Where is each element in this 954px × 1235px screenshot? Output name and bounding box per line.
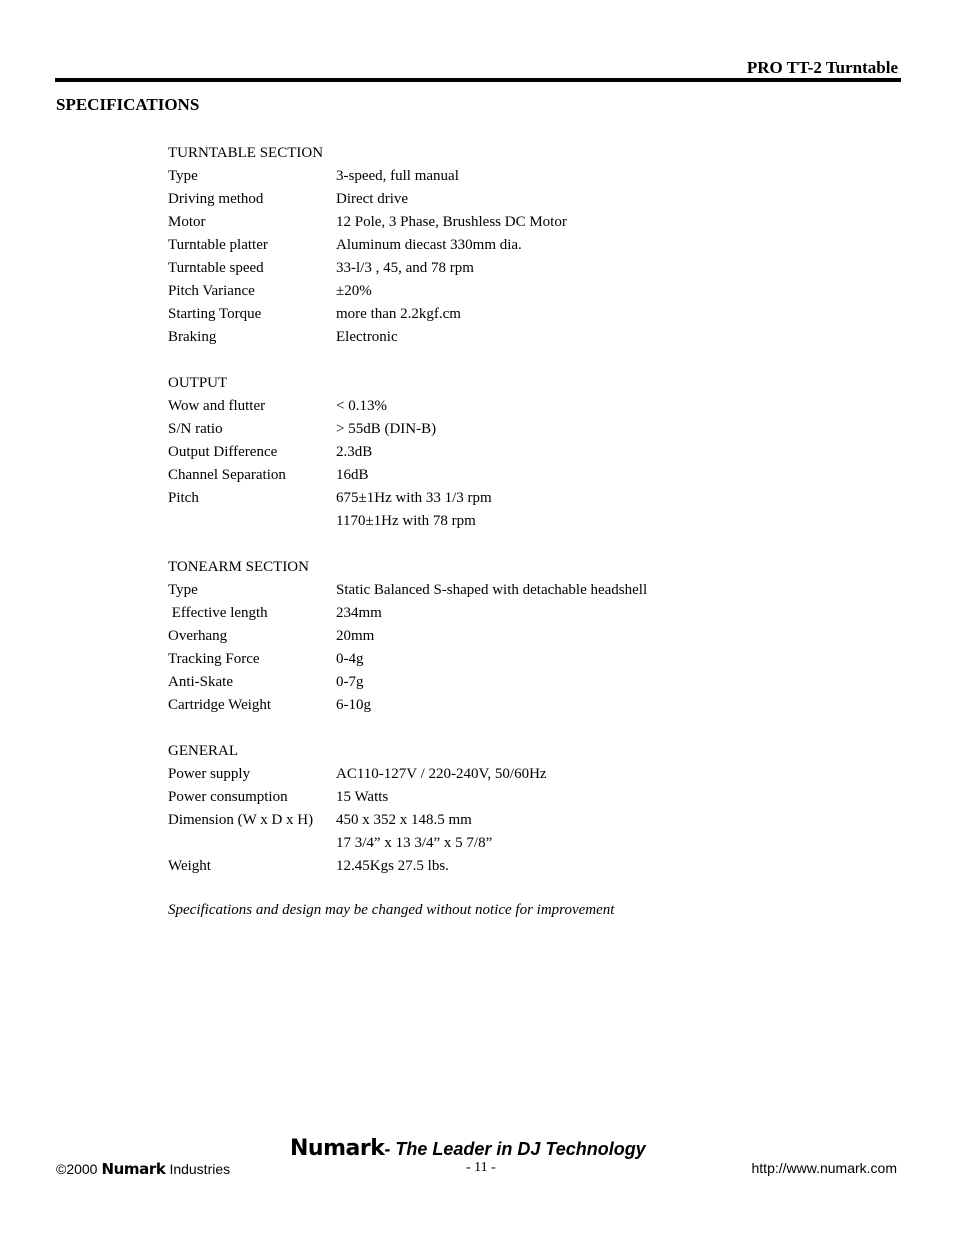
spec-table (168, 142, 647, 878)
spec-label: Effective length (168, 605, 268, 621)
group-heading: TURNTABLE SECTION (168, 145, 324, 161)
spec-label: Type (168, 582, 198, 598)
spec-row (168, 855, 647, 878)
spec-row (168, 211, 647, 234)
spec-value: 3-speed, full manual (336, 168, 459, 184)
spec-label: Cartridge Weight (168, 697, 272, 713)
group-spacer (168, 349, 647, 372)
spec-value: < 0.13% (336, 398, 387, 414)
spec-label: S/N ratio (168, 421, 223, 437)
group-heading: TONEARM SECTION (168, 559, 309, 575)
spec-row (168, 418, 647, 441)
spec-label: Motor (168, 214, 206, 230)
spec-label: Wow and flutter (168, 398, 266, 414)
spec-row (168, 763, 647, 786)
spec-row (168, 625, 647, 648)
spec-label: Power consumption (168, 789, 288, 805)
spec-value: 675±1Hz with 33 1/3 rpm (336, 490, 492, 506)
spec-value: 12.45Kgs 27.5 lbs. (336, 858, 449, 874)
spec-value: Static Balanced S-shaped with detachable headshell (336, 582, 648, 598)
spec-label: Type (168, 168, 198, 184)
spec-value: 12 Pole, 3 Phase, Brushless DC Motor (336, 214, 567, 230)
spec-label: Output Difference (168, 444, 278, 460)
company-suffix: Industries (169, 1161, 231, 1177)
spec-row (168, 487, 647, 510)
spec-value: Direct drive (336, 191, 409, 207)
spec-label: Power supply (168, 766, 251, 782)
spec-value: 0-4g (336, 651, 364, 667)
footer-copyright (56, 1160, 230, 1178)
spec-value: Aluminum diecast 330mm dia. (336, 237, 522, 253)
spec-row (168, 280, 647, 303)
footer-tagline (290, 1136, 646, 1161)
spec-value: 2.3dB (336, 444, 373, 460)
spec-value: 1170±1Hz with 78 rpm (336, 513, 476, 529)
section-title: SPECIFICATIONS (56, 95, 200, 114)
spec-label: Starting Torque (168, 306, 262, 322)
spec-row (168, 694, 647, 717)
spec-row (168, 395, 647, 418)
spec-value: ±20% (336, 283, 372, 299)
spec-label: Overhang (168, 628, 228, 644)
group-heading: OUTPUT (168, 375, 228, 391)
spec-label: Pitch (168, 490, 199, 506)
spec-label: Dimension (W x D x H) (168, 812, 314, 828)
spec-row (168, 464, 647, 487)
spec-label: Anti-Skate (168, 674, 233, 690)
spec-row (168, 510, 647, 533)
spec-row (168, 809, 647, 832)
spec-value: > 55dB (DIN-B) (336, 421, 437, 437)
group-spacer (168, 717, 647, 740)
spec-value: 20mm (336, 628, 375, 644)
spec-label: Tracking Force (168, 651, 260, 667)
copyright-text: ©2000 (56, 1161, 98, 1177)
spec-row (168, 165, 647, 188)
spec-row (168, 602, 647, 625)
spec-value: 234mm (336, 605, 382, 621)
spec-value: 16dB (336, 467, 369, 483)
numark-logo: Numark (290, 1136, 385, 1161)
group-heading: GENERAL (168, 743, 238, 759)
spec-value: 33-l/3 , 45, and 78 rpm (336, 260, 474, 276)
spec-row (168, 648, 647, 671)
spec-value: 6-10g (336, 697, 371, 713)
spec-row (168, 441, 647, 464)
spec-value: 0-7g (336, 674, 364, 690)
footer-url: http://www.numark.com (751, 1160, 897, 1176)
spec-row (168, 303, 647, 326)
group-spacer (168, 533, 647, 556)
spec-row (168, 786, 647, 809)
spec-label: Turntable speed (168, 260, 264, 276)
spec-row (168, 234, 647, 257)
header-rule (55, 78, 901, 82)
spec-label: Braking (168, 329, 217, 345)
spec-value: more than 2.2kgf.cm (336, 306, 461, 322)
spec-value: 450 x 352 x 148.5 mm (336, 812, 472, 828)
page-number: - 11 - (466, 1160, 496, 1175)
spec-label: Channel Separation (168, 467, 286, 483)
spec-label: Driving method (168, 191, 264, 207)
spec-row (168, 188, 647, 211)
disclaimer-note: Specifications and design may be changed without notice for improvement (168, 902, 615, 918)
spec-label (168, 510, 336, 533)
numark-logo-small: Numark (101, 1160, 166, 1178)
spec-row (168, 579, 647, 602)
spec-label: Turntable platter (168, 237, 268, 253)
spec-label: Pitch Variance (168, 283, 255, 299)
spec-value: 17 3/4” x 13 3/4” x 5 7/8” (336, 835, 493, 851)
tagline-text: - The Leader in DJ Technology (384, 1139, 646, 1159)
spec-row (168, 326, 647, 349)
spec-label (168, 832, 336, 855)
spec-label: Weight (168, 858, 211, 874)
spec-value: Electronic (336, 329, 398, 345)
spec-row (168, 257, 647, 280)
spec-value: 15 Watts (336, 789, 389, 805)
page-header-title: PRO TT-2 Turntable (746, 58, 898, 77)
spec-value: AC110-127V / 220-240V, 50/60Hz (336, 766, 547, 782)
spec-row (168, 832, 647, 855)
spec-row (168, 671, 647, 694)
